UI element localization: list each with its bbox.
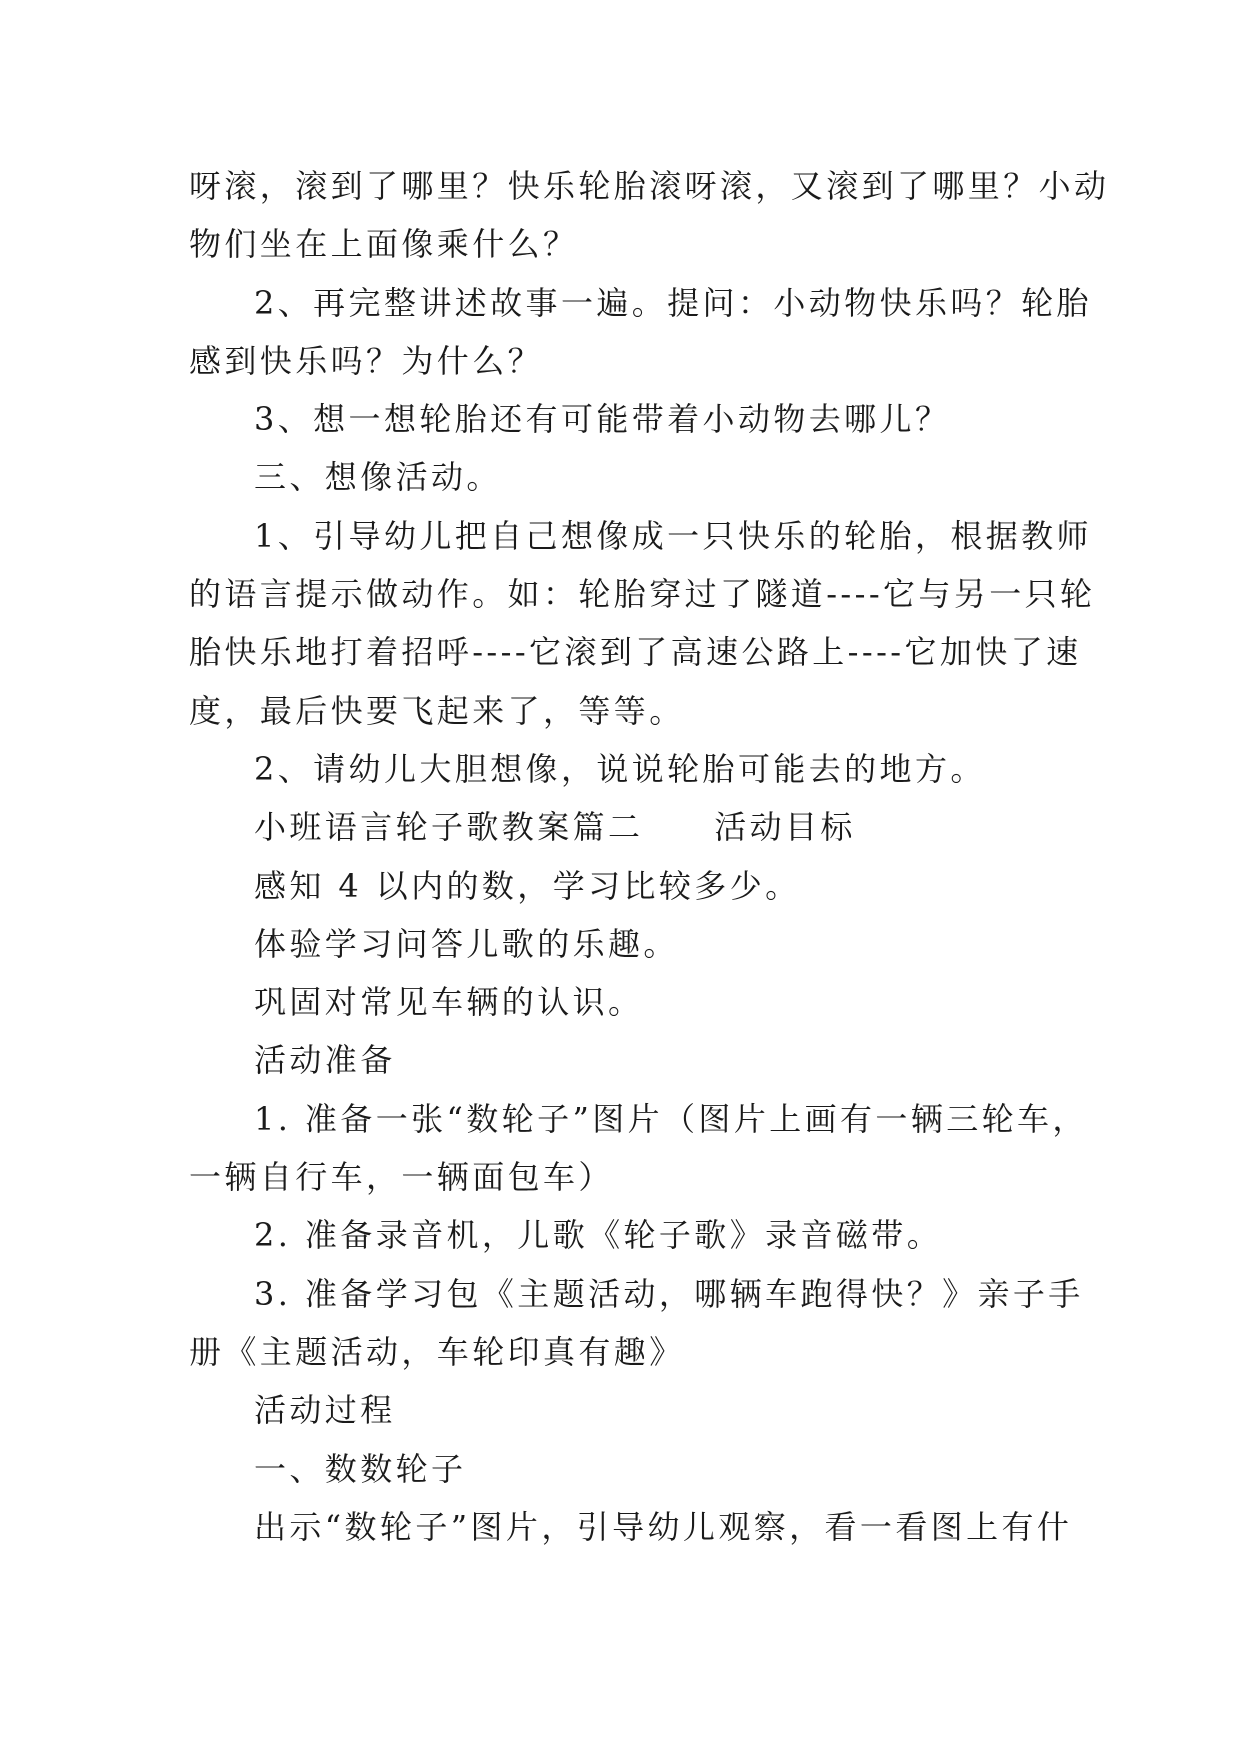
text-line: 3. 准备学习包《主题活动，哪辆车跑得快？》亲子手 (254, 1274, 1084, 1313)
text-line: 巩固对常见车辆的认识。 (254, 983, 644, 1022)
text-line: 感知 4 以内的数，学习比较多少。 (254, 866, 801, 905)
text-line: 活动过程 (254, 1391, 396, 1430)
text-line: 1、引导幼儿把自己想像成一只快乐的轮胎，根据教师 (254, 516, 1092, 555)
text-line: 物们坐在上面像乘什么？ (189, 225, 579, 264)
text-line: 小班语言轮子歌教案篇二 活动目标 (254, 808, 856, 847)
text-line: 一、数数轮子 (254, 1449, 467, 1488)
text-line: 感到快乐吗？为什么？ (189, 341, 544, 380)
text-line: 活动准备 (254, 1041, 396, 1080)
text-line: 2、请幼儿大胆想像，说说轮胎可能去的地方。 (254, 749, 986, 788)
text-line: 体验学习问答儿歌的乐趣。 (254, 924, 679, 963)
document-body (189, 157, 1110, 1556)
text-line: 三、想像活动。 (254, 458, 502, 497)
text-line: 的语言提示做动作。如：轮胎穿过了隧道----它与另一只轮 (189, 575, 1096, 614)
text-line: 册《主题活动，车轮印真有趣》 (189, 1332, 685, 1371)
text-line: 2、再完整讲述故事一遍。提问：小动物快乐吗？轮胎 (254, 283, 1092, 322)
text-line: 度，最后快要飞起来了，等等。 (189, 691, 685, 730)
text-line: 3、想一想轮胎还有可能带着小动物去哪儿？ (254, 400, 951, 439)
text-line: 胎快乐地打着招呼----它滚到了高速公路上----它加快了速 (189, 633, 1082, 672)
text-line: 1. 准备一张“数轮子”图片（图片上画有一辆三轮车， (254, 1099, 1088, 1138)
text-line: 2. 准备录音机，儿歌《轮子歌》录音磁带。 (254, 1216, 943, 1255)
text-line: 呀滚，滚到了哪里？快乐轮胎滚呀滚，又滚到了哪里？小动 (189, 167, 1110, 205)
text-line: 一辆自行车，一辆面包车） (189, 1158, 614, 1197)
text-line: 出示“数轮子”图片，引导幼儿观察，看一看图上有什 (254, 1507, 1073, 1546)
